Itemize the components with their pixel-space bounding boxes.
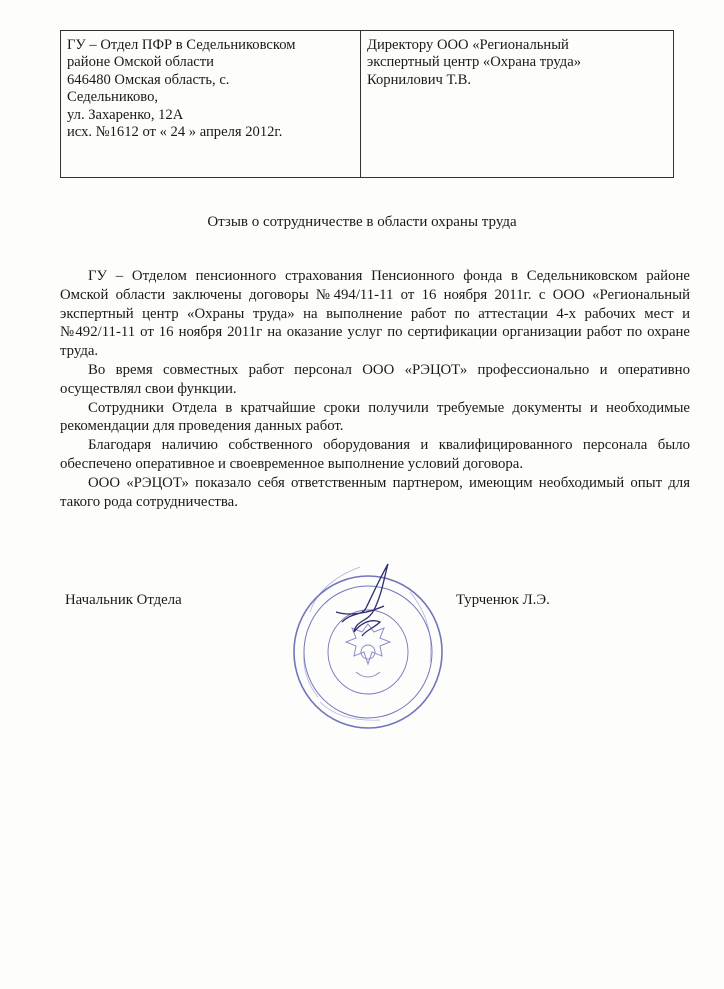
- recipient-line: Корнилович Т.В.: [367, 71, 471, 88]
- sender-line: ул. Захаренко, 12А: [67, 106, 184, 123]
- address-header-table: [60, 30, 674, 178]
- recipient-line: экспертный центр «Охрана труда»: [367, 54, 581, 71]
- signatory-position: Начальник Отдела: [65, 592, 182, 608]
- paragraph: Благодаря наличию собственного оборудования и квалифицированного персонала было обеспечено оперативное и своевременное выполнение условий договора.: [60, 437, 690, 472]
- eagle-emblem-icon: [346, 624, 390, 677]
- recipient-line: Директору ООО «Региональный: [367, 37, 569, 53]
- sender-line: ГУ – Отдел ПФР в Седельниковском: [67, 37, 296, 53]
- official-seal-stamp: [290, 552, 450, 732]
- outgoing-number-line: исх. №1612 от « 24 » апреля 2012г.: [67, 124, 283, 141]
- document-title: Отзыв о сотрудничестве в области охраны труда: [207, 214, 517, 230]
- paragraph: ООО «РЭЦОТ» показало себя ответственным партнером, имеющим необходимый опыт для такого рода сотрудничества.: [60, 474, 690, 510]
- paragraph: Сотрудники Отдела в кратчайшие сроки получили требуемые документы и необходимые рекомендации для проведения данных работ.: [60, 399, 690, 435]
- letter-body: [60, 267, 690, 511]
- paragraph: ГУ – Отделом пенсионного страхования Пенсионного фонда в Седельниковском районе Омской области заключены договоры №494/11-11 от 16 ноября 2011г. с ООО «Региональный экспертный центр «Охраны труда» на выполнение работ по аттестации 4-х рабочих мест и №492/11-11 от 16 ноября 2011г на оказание услуг по сертификации организации работ по охране труда.: [60, 268, 690, 360]
- sender-line: районе Омской области: [67, 54, 214, 71]
- handwritten-signature: [336, 564, 388, 636]
- sender-line: 646480 Омская область, с.: [67, 71, 230, 88]
- recipient-block: [361, 31, 673, 177]
- sender-line: Седельниково,: [67, 89, 159, 106]
- sender-block: [61, 31, 361, 177]
- paragraph: Во время совместных работ персонал ООО «РЭЦОТ» профессионально и оперативно осуществлял свои функции.: [60, 361, 690, 397]
- signatory-name: Турченюк Л.Э.: [456, 592, 550, 608]
